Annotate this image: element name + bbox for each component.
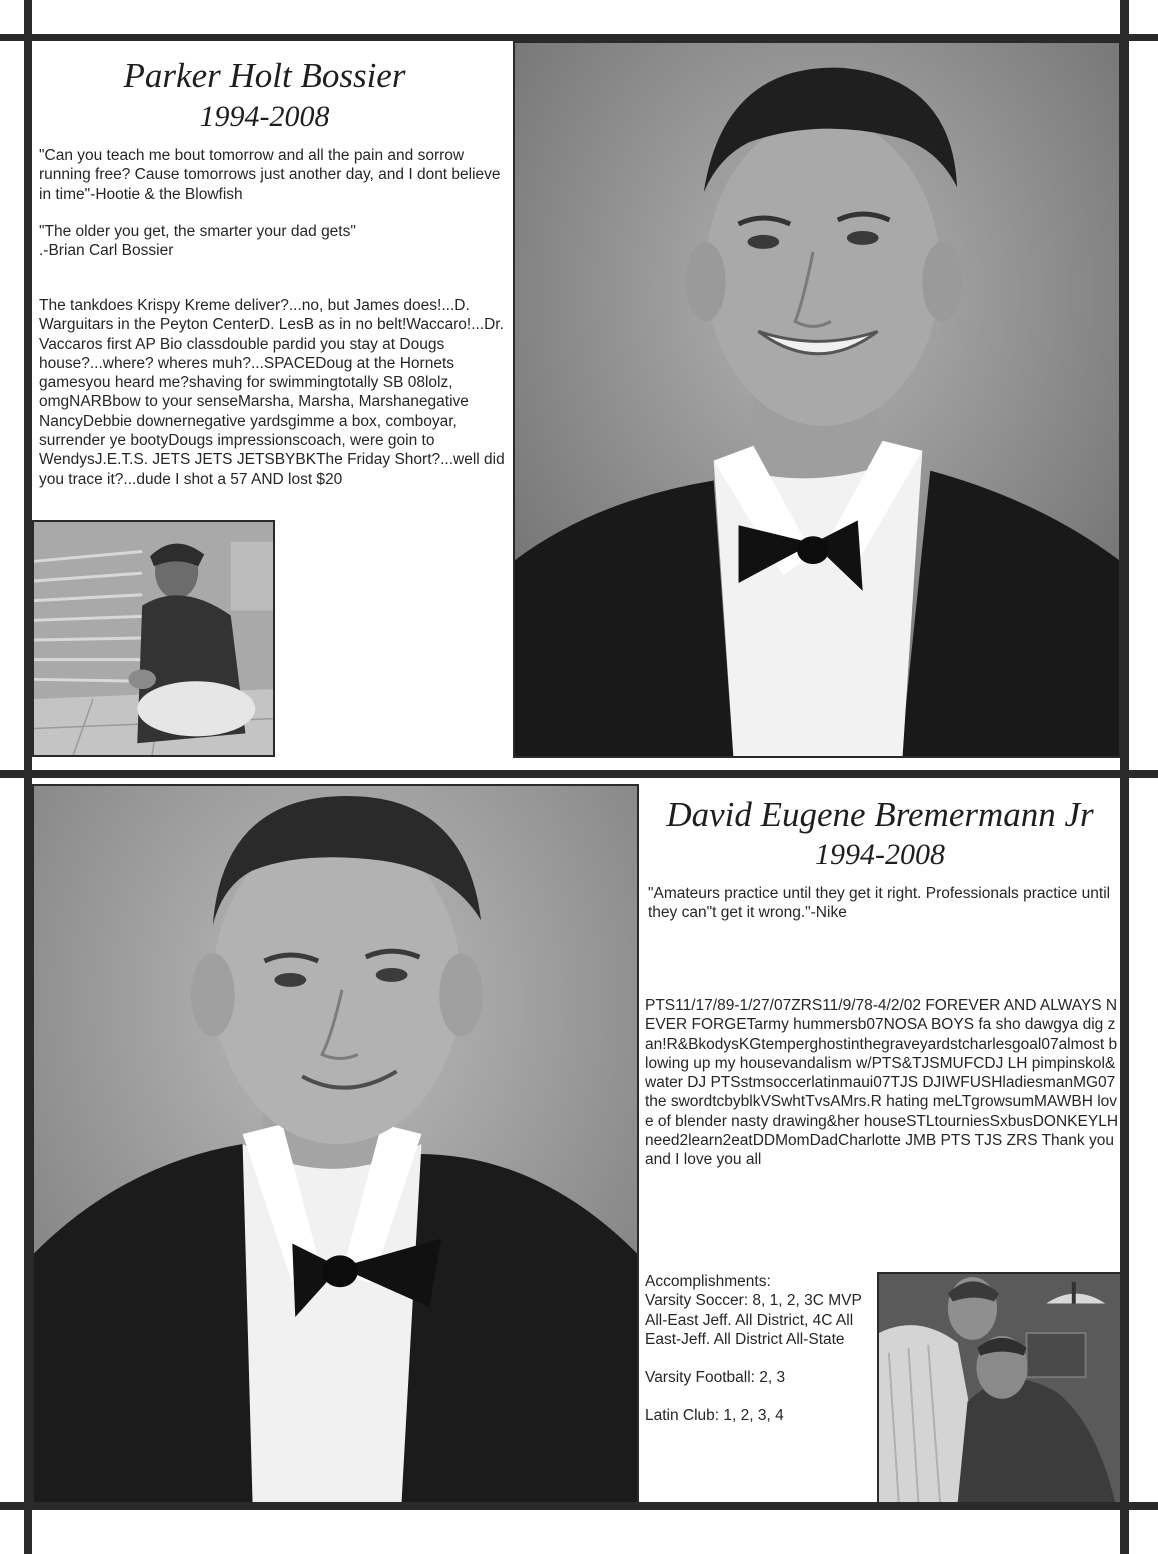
portrait-photo-bremermann [32, 784, 639, 1504]
portrait-photo-image [515, 43, 1119, 756]
song-quote: "Can you teach me bout tomorrow and all the pain and sorrow running free? Cause tomorrows just another day, and I dont believe in time"-Hootie & the Blowfish [39, 147, 501, 203]
accomplishment-spacer [645, 1387, 870, 1406]
student-name: David Eugene Bremermann Jr [666, 795, 1094, 834]
accomplishment-football: Varsity Football: 2, 3 [645, 1369, 786, 1387]
dad-quote-attribution: .-Brian Carl Bossier [39, 242, 174, 259]
candid-photo-bossier [32, 520, 275, 757]
accomplishment-soccer: Varsity Soccer: 8, 1, 2, 3C MVP All-East Jeff. All District, 4C All East-Jeff. All District All-State [645, 1292, 862, 1348]
memories-text: PTS11/17/89-1/27/07ZRS11/9/78-4/2/02 FOREVER AND ALWAYS NEVER FORGETarmy hummersb07NOSA BOYS fa sho dawgya dig zan!R&BkodysKGtemperghostinthegraveyardstcharlesgoal07almost blowing up my housevandalism w/PTS&TJSMUFCDJ LH pimpinskol&water DJ PTSstmsoccerlatinmaui07TJS DJIWFUSHladiesmanMG07the swordtcbyblkVSwhtTvsAMrs.R hating meLTgrowsumMAWBH love of blender nasty drawing&her houseSTLtourniesSxbusDONKEYLHneed2learn2eatDDMomDadCharlotte JMB PTS TJS ZRS Thank you and I love you all [645, 997, 1119, 1169]
candid-photo-image [879, 1274, 1120, 1502]
accomplishments-list [645, 1272, 870, 1426]
candid-photo-bremermann [877, 1272, 1122, 1504]
accomplishments-heading: Accomplishments: [645, 1273, 771, 1290]
student-years: 1994-2008 [815, 838, 945, 871]
accomplishment-spacer [645, 1349, 870, 1368]
middle-rule [0, 770, 1158, 778]
nike-quote: "Amateurs practice until they get it right. Professionals practice until they can"t get it wrong."-Nike [648, 885, 1111, 922]
student-years: 1994-2008 [199, 100, 330, 133]
dad-quote-line: "The older you get, the smarter your dad gets" [39, 223, 356, 240]
accomplishment-latin-club: Latin Club: 1, 2, 3, 4 [645, 1407, 784, 1425]
portrait-photo-image [34, 786, 637, 1502]
memories-text: The tankdoes Krispy Kreme deliver?...no, but James does!...D. Warguitars in the Peyton CenterD. LesB as in no belt!Waccaro!...Dr. Vaccaros first AP Bio classdouble pardid you stay at Dougs house?...where? wheres muh?...SPACEDoug at the Hornets gamesyou heard me?shaving for swimmingtotally SB 08lolz, omgNARBbow to your senseMarsha, Marsha, Marshanegative NancyDebbie downernegative yardsgimme a box, comboyar, surrender ye bootyDougs impressionscoach, were goin to WendysJ.E.T.S. JETS JETS JETSBYBKThe Friday Short?...well did you trace it?...dude I shot a 57 AND lost $20 [39, 297, 505, 488]
candid-photo-image [34, 522, 273, 755]
student-name: Parker Holt Bossier [123, 56, 406, 95]
portrait-photo-bossier [513, 41, 1121, 758]
top-rule [0, 34, 1158, 41]
